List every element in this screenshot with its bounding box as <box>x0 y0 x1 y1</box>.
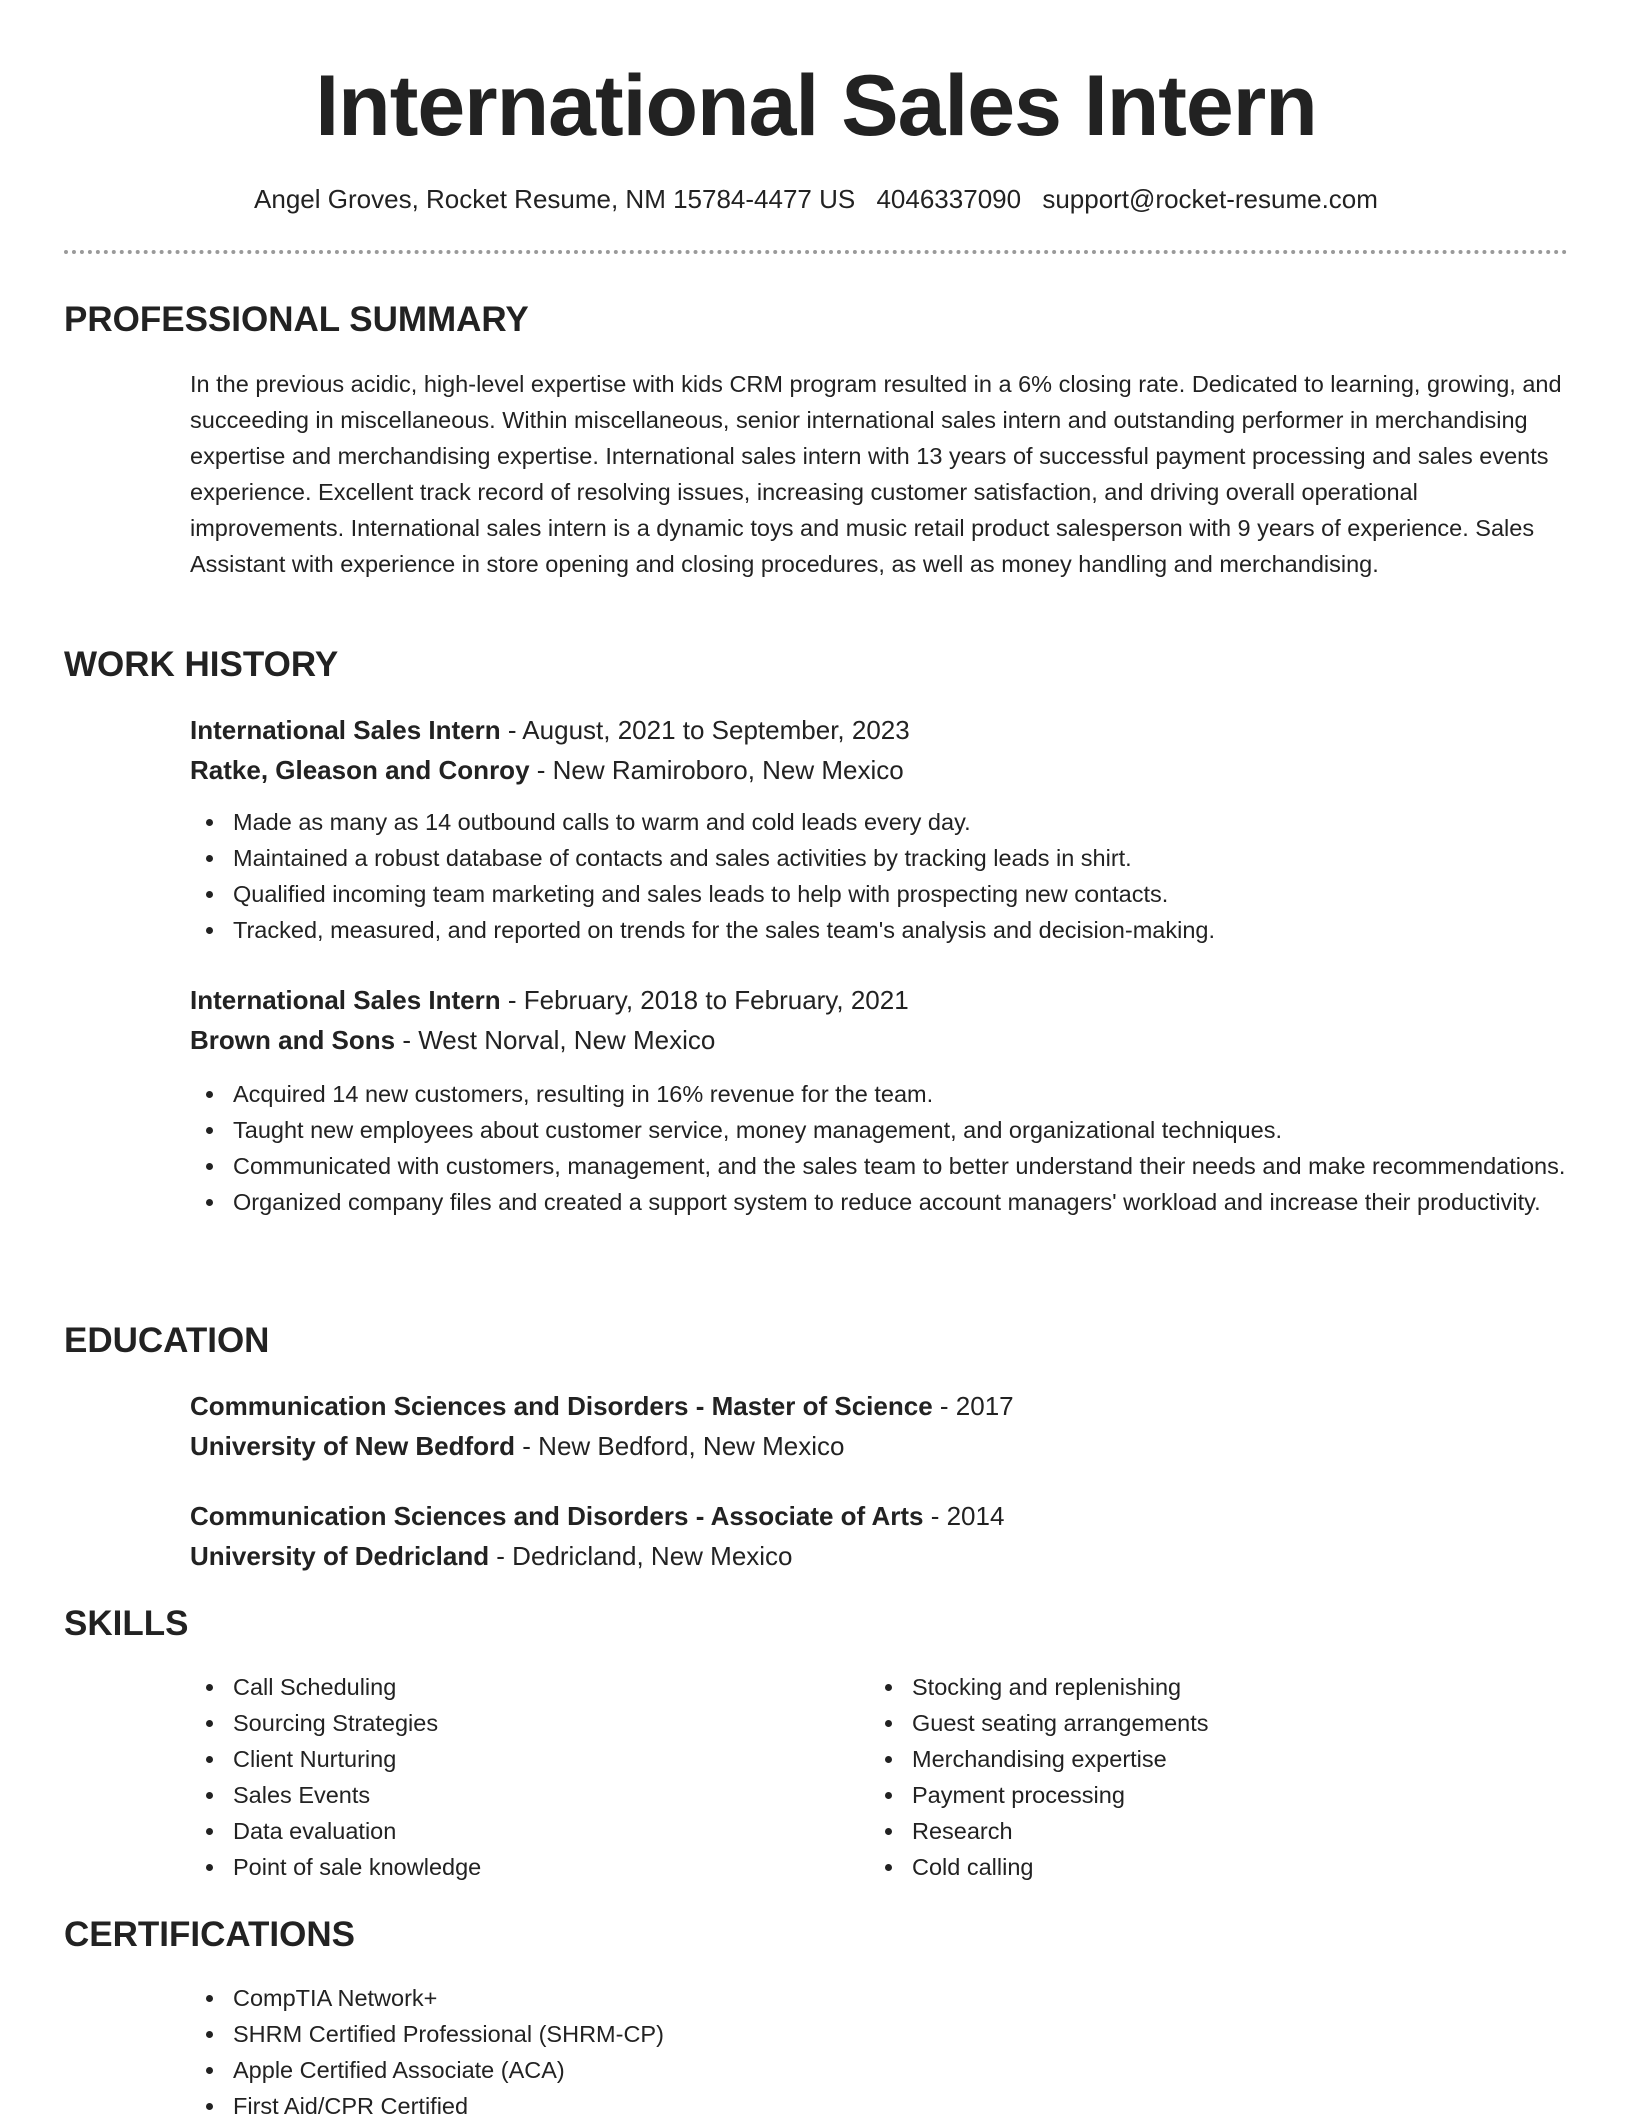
contact-address: Angel Groves, Rocket Resume, NM 15784-4477 US <box>254 184 856 214</box>
contact-phone: 4046337090 <box>876 184 1022 214</box>
edu-1-location: - New Bedford, New Mexico <box>515 1431 845 1461</box>
list-item: Communicated with customers, management, and the sales team to better understand their needs and make recommendations. <box>233 1148 1613 1184</box>
skill-item: Data evaluation <box>233 1813 833 1849</box>
edu-1-institution <box>190 1428 845 1464</box>
skills-heading: SKILLS <box>64 1604 189 1643</box>
list-item: Organized company files and created a support system to reduce account managers' workload and increase their productivity. <box>233 1184 1613 1220</box>
skill-item: Call Scheduling <box>233 1669 833 1705</box>
certification-item: First Aid/CPR Certified <box>233 2088 1613 2124</box>
skill-item: Research <box>912 1813 1562 1849</box>
edu-2-year: - 2014 <box>923 1501 1005 1531</box>
edu-1-school: University of New Bedford <box>190 1431 516 1461</box>
job-2-bullets <box>190 1076 1613 1220</box>
edu-2-institution <box>190 1538 793 1574</box>
skill-item: Payment processing <box>912 1777 1562 1813</box>
summary-heading: PROFESSIONAL SUMMARY <box>64 300 529 339</box>
job-1-employer <box>190 752 904 788</box>
job-1-company: Ratke, Gleason and Conroy <box>190 755 530 785</box>
list-item: Acquired 14 new customers, resulting in 16% revenue for the team. <box>233 1076 1613 1112</box>
skills-list-left <box>190 1669 833 1885</box>
job-2-company: Brown and Sons <box>190 1025 396 1055</box>
job-1-bullets <box>190 804 1613 948</box>
job-1-title: International Sales Intern <box>190 715 501 745</box>
edu-2-school: University of Dedricland <box>190 1541 490 1571</box>
job-1-header <box>190 712 910 748</box>
job-2-location: - West Norval, New Mexico <box>395 1025 716 1055</box>
skills-list-right <box>869 1669 1562 1885</box>
certifications-heading: CERTIFICATIONS <box>64 1915 356 1954</box>
job-1-location: - New Ramiroboro, New Mexico <box>529 755 904 785</box>
job-2-title: International Sales Intern <box>190 985 501 1015</box>
summary-text: In the previous acidic, high-level expertise with kids CRM program resulted in a 6% closing rate. Dedicated to learning, growing, and succeeding in miscellaneous. Within miscellaneous, senior international sales intern and outstanding performer in merchandising expertise and merchandising expertise. International sales intern with 13 years of successful payment processing and sales events experience. Excellent track record of resolving issues, increasing customer satisfaction, and driving overall operational improvements. International sales intern is a dynamic toys and music retail product salesperson with 9 years of experience. Sales Assistant with experience in store opening and closing procedures, as well as money handling and merchandising. <box>190 371 1562 577</box>
edu-2-degree: Communication Sciences and Disorders - Associate of Arts <box>190 1501 924 1531</box>
skill-item: Sourcing Strategies <box>233 1705 833 1741</box>
list-item: Taught new employees about customer service, money management, and organizational techniques. <box>233 1112 1613 1148</box>
list-item: Qualified incoming team marketing and sales leads to help with prospecting new contacts. <box>233 876 1613 912</box>
certification-item: Apple Certified Associate (ACA) <box>233 2052 1613 2088</box>
list-item: Maintained a robust database of contacts and sales activities by tracking leads in shirt. <box>233 840 1613 876</box>
job-2-employer <box>190 1022 715 1058</box>
skill-item: Guest seating arrangements <box>912 1705 1562 1741</box>
skill-item: Cold calling <box>912 1849 1562 1885</box>
work-history-heading: WORK HISTORY <box>64 645 339 684</box>
edu-2-location: - Dedricland, New Mexico <box>489 1541 793 1571</box>
list-item: Tracked, measured, and reported on trends for the sales team's analysis and decision-making. <box>233 912 1613 948</box>
contact-line <box>0 182 1632 216</box>
edu-1-header <box>190 1388 1014 1424</box>
header-divider <box>64 250 1568 254</box>
skill-item: Sales Events <box>233 1777 833 1813</box>
education-heading: EDUCATION <box>64 1321 270 1360</box>
skill-item: Stocking and replenishing <box>912 1669 1562 1705</box>
skill-item: Point of sale knowledge <box>233 1849 833 1885</box>
certification-item: CompTIA Network+ <box>233 1980 1613 2016</box>
job-1-dates: - August, 2021 to September, 2023 <box>500 715 910 745</box>
job-2-header <box>190 982 909 1018</box>
resume-title: International Sales Intern <box>315 58 1317 154</box>
edu-2-header <box>190 1498 1004 1534</box>
contact-email: support@rocket-resume.com <box>1042 184 1378 214</box>
certification-item: SHRM Certified Professional (SHRM-CP) <box>233 2016 1613 2052</box>
list-item: Made as many as 14 outbound calls to warm and cold leads every day. <box>233 804 1613 840</box>
job-2-dates: - February, 2018 to February, 2021 <box>500 985 909 1015</box>
certifications-list <box>190 1980 1613 2124</box>
edu-1-year: - 2017 <box>932 1391 1014 1421</box>
skill-item: Client Nurturing <box>233 1741 833 1777</box>
skill-item: Merchandising expertise <box>912 1741 1562 1777</box>
edu-1-degree: Communication Sciences and Disorders - Master of Science <box>190 1391 933 1421</box>
